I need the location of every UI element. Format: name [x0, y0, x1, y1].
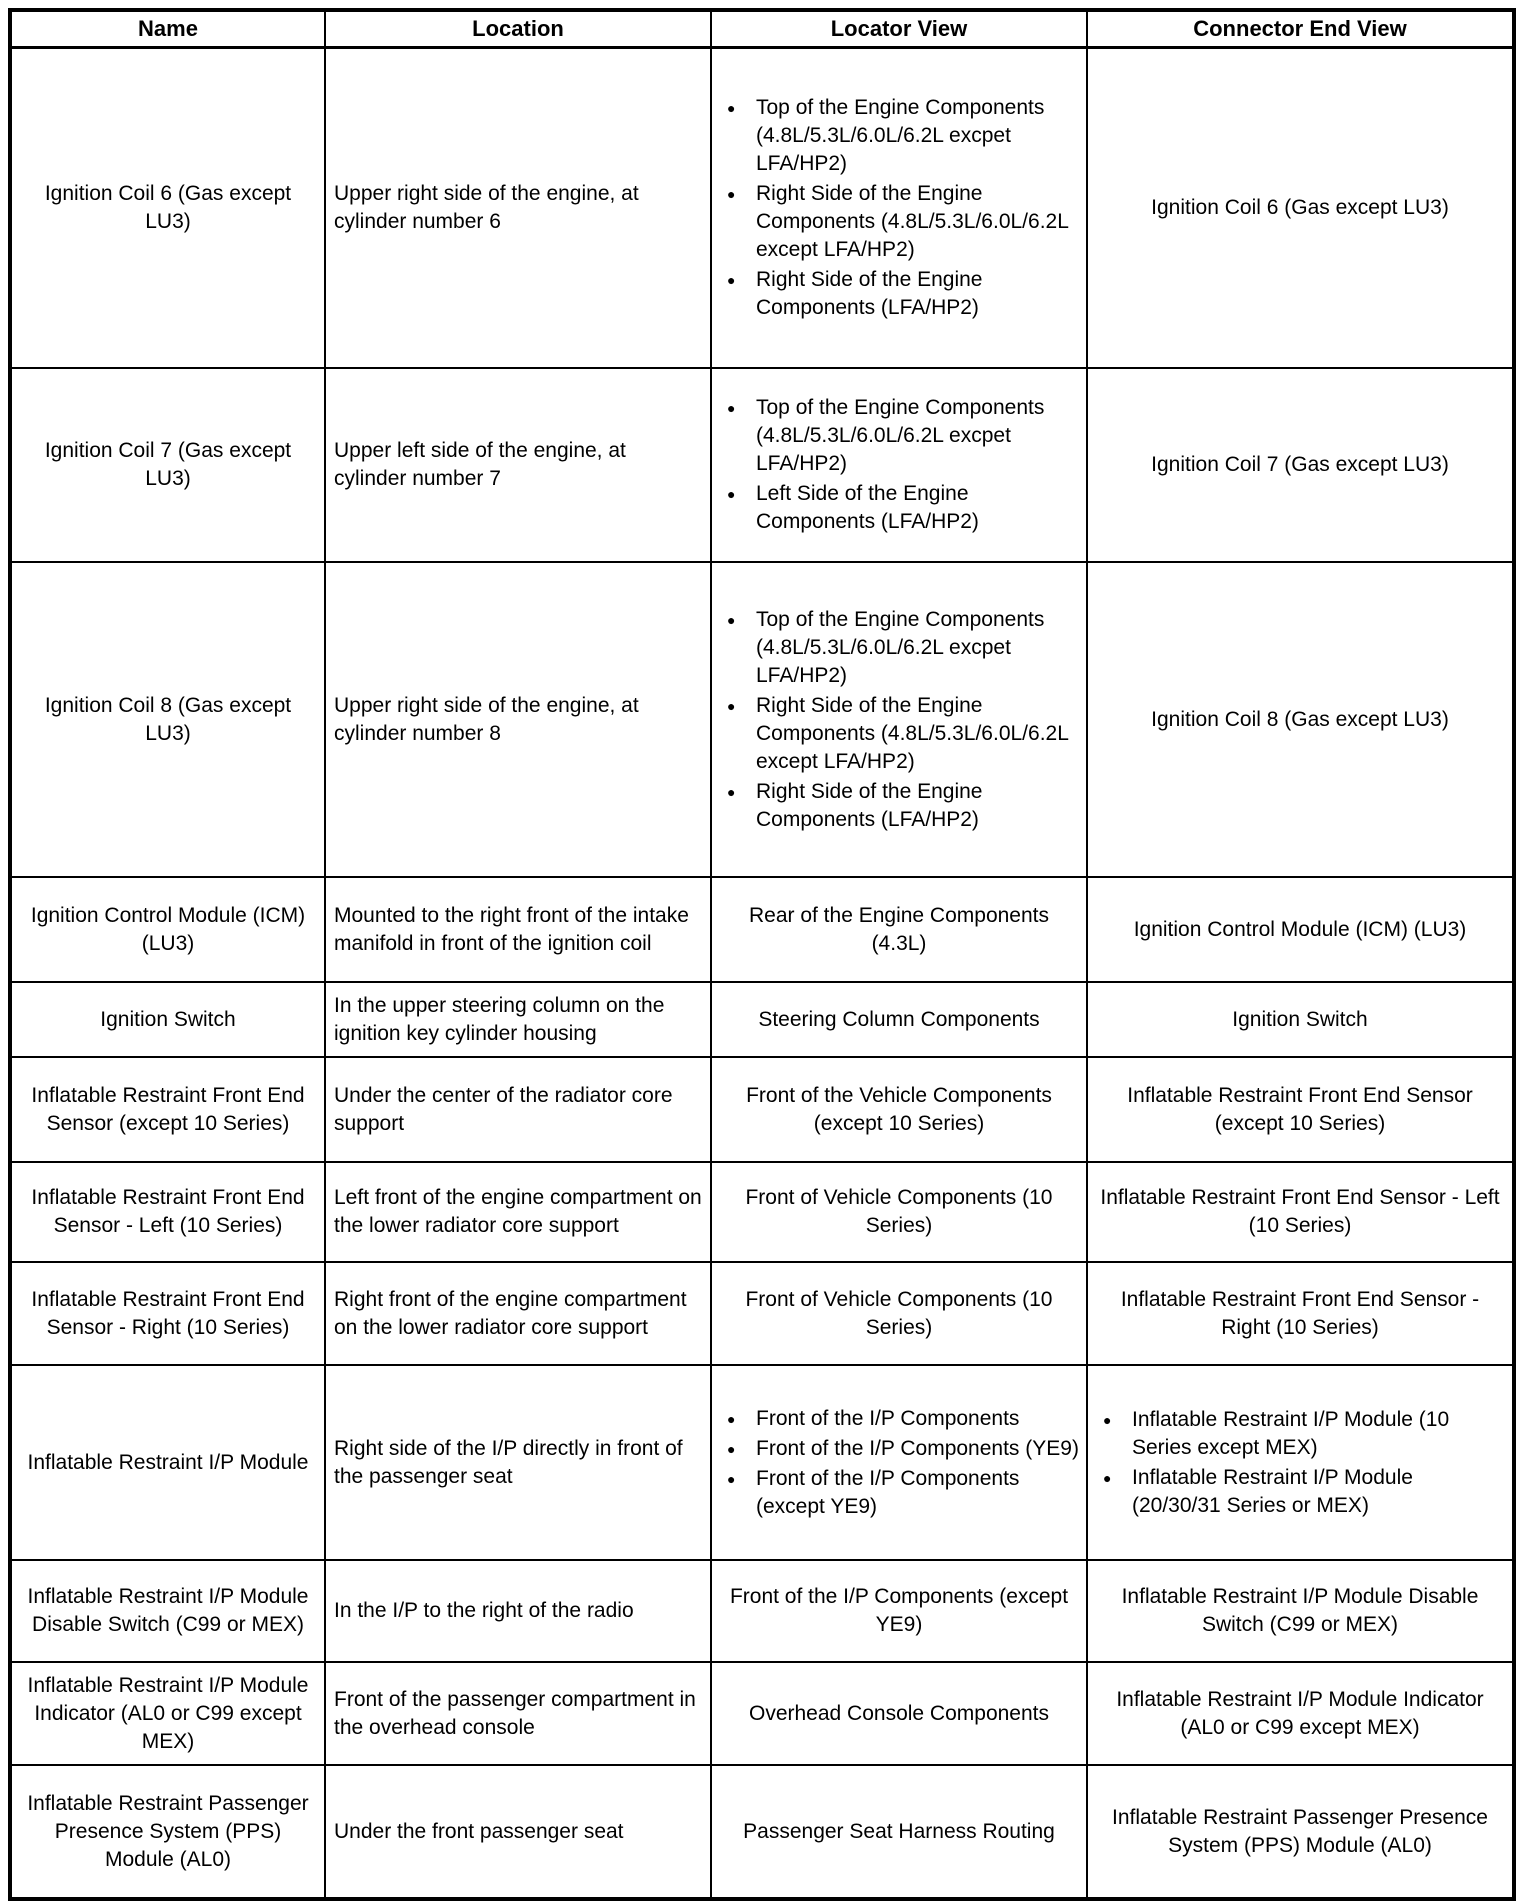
cell-location-text: Under the center of the radiator core support	[334, 1083, 673, 1135]
bullet-item	[724, 778, 1080, 834]
cell-locator-view-text: Overhead Console Components	[748, 1701, 1049, 1725]
bullet-item	[724, 94, 1080, 178]
cell-locator-view-text: Front of Vehicle Components (10 Series)	[745, 1186, 1053, 1237]
cell-location-text: Right front of the engine compartment on the lower radiator core support	[334, 1287, 687, 1339]
header-row	[10, 10, 1514, 47]
cell-name	[10, 1365, 325, 1560]
cell-connector-end-view	[1087, 368, 1514, 562]
table-row	[10, 1662, 1514, 1765]
bullet-text: Inflatable Restraint I/P Module (10 Series except MEX)	[1132, 1407, 1450, 1459]
bullet-list	[1100, 1406, 1506, 1520]
bullet-text: Front of the I/P Components (YE9)	[756, 1436, 1079, 1460]
cell-location	[325, 1365, 711, 1560]
bullet-icon: ●	[727, 99, 736, 116]
cell-connector-end-view-text: Inflatable Restraint I/P Module Disable Switch (C99 or MEX)	[1121, 1585, 1479, 1636]
cell-locator-view	[711, 1560, 1087, 1662]
cell-name-text: Inflatable Restraint Front End Sensor (except 10 Series)	[31, 1083, 305, 1135]
cell-locator-view	[711, 1262, 1087, 1365]
cell-location	[325, 368, 711, 562]
cell-locator-view-text: Passenger Seat Harness Routing	[743, 1819, 1055, 1843]
cell-connector-end-view-text: Inflatable Restraint Passenger Presence System (PPS) Module (AL0)	[1112, 1805, 1488, 1857]
cell-location	[325, 1262, 711, 1365]
cell-connector-end-view	[1087, 1057, 1514, 1162]
cell-name	[10, 877, 325, 982]
cell-connector-end-view-text: Inflatable Restraint Front End Sensor - Left (10 Series)	[1100, 1186, 1500, 1237]
bullet-icon: ●	[1103, 1411, 1112, 1428]
cell-connector-end-view-text: Ignition Coil 6 (Gas except LU3)	[1151, 195, 1449, 219]
cell-locator-view-text: Front of the I/P Components (except YE9)	[729, 1585, 1069, 1636]
bullet-icon: ●	[727, 611, 736, 628]
cell-locator-view	[711, 877, 1087, 982]
bullet-icon: ●	[727, 486, 736, 502]
column-header-name: Name	[10, 10, 325, 47]
column-header-location: Location	[325, 10, 711, 47]
cell-connector-end-view-text: Ignition Coil 8 (Gas except LU3)	[1151, 707, 1449, 731]
bullet-item	[724, 394, 1080, 478]
cell-locator-view	[711, 1662, 1087, 1765]
bullet-icon: ●	[1103, 1469, 1112, 1486]
cell-location	[325, 1662, 711, 1765]
cell-locator-view-text: Rear of the Engine Components (4.3L)	[748, 903, 1050, 955]
cell-location	[325, 1765, 711, 1899]
cell-location-text: Upper right side of the engine, at cylinder number 6	[334, 181, 639, 233]
cell-connector-end-view	[1087, 1560, 1514, 1662]
cell-name	[10, 47, 325, 368]
cell-name	[10, 1262, 325, 1365]
cell-location-text: Upper left side of the engine, at cylinder number 7	[334, 439, 626, 490]
bullet-icon: ●	[727, 1440, 736, 1457]
bullet-item	[1100, 1464, 1506, 1520]
cell-location-text: Under the front passenger seat	[334, 1819, 624, 1843]
cell-location-text: Front of the passenger compartment in the overhead console	[334, 1687, 696, 1739]
bullet-text: Right Side of the Engine Components (4.8L/5.3L/6.0L/6.2L except LFA/HP2)	[756, 693, 1069, 773]
bullet-item	[724, 606, 1080, 690]
bullet-item	[724, 692, 1080, 776]
cell-name	[10, 562, 325, 877]
cell-locator-view	[711, 982, 1087, 1057]
bullet-list	[724, 1405, 1080, 1521]
cell-name-text: Inflatable Restraint Front End Sensor - Right (10 Series)	[31, 1287, 305, 1339]
bullet-item	[724, 1405, 1080, 1433]
bullet-icon: ●	[727, 697, 736, 714]
cell-location	[325, 982, 711, 1057]
cell-connector-end-view	[1087, 47, 1514, 368]
bullet-icon: ●	[727, 1470, 736, 1487]
cell-name-text: Ignition Control Module (ICM) (LU3)	[30, 903, 306, 955]
bullet-text: Top of the Engine Components (4.8L/5.3L/6.0L/6.2L excpet LFA/HP2)	[756, 396, 1045, 475]
cell-location	[325, 1560, 711, 1662]
bullet-text: Right Side of the Engine Components (LFA/HP2)	[756, 267, 983, 319]
bullet-icon: ●	[727, 271, 736, 288]
bullet-icon: ●	[727, 185, 736, 202]
cell-connector-end-view	[1087, 1262, 1514, 1365]
table-row	[10, 1162, 1514, 1262]
bullet-text: Top of the Engine Components (4.8L/5.3L/6.0L/6.2L excpet LFA/HP2)	[756, 95, 1045, 175]
cell-location-text: In the upper steering column on the ignition key cylinder housing	[334, 993, 665, 1045]
bullet-icon: ●	[727, 1410, 736, 1427]
table-row	[10, 982, 1514, 1057]
cell-name-text: Inflatable Restraint Passenger Presence System (PPS) Module (AL0)	[27, 1791, 309, 1871]
bullet-text: Front of the I/P Components	[756, 1406, 1020, 1430]
cell-locator-view	[711, 1057, 1087, 1162]
cell-location-text: Right side of the I/P directly in front of the passenger seat	[334, 1436, 683, 1488]
cell-connector-end-view	[1087, 982, 1514, 1057]
cell-name-text: Ignition Coil 6 (Gas except LU3)	[44, 181, 292, 233]
bullet-text: Right Side of the Engine Components (LFA/HP2)	[756, 779, 983, 831]
cell-connector-end-view-text: Inflatable Restraint I/P Module Indicator (AL0 or C99 except MEX)	[1116, 1687, 1484, 1739]
table-row	[10, 1057, 1514, 1162]
cell-location	[325, 47, 711, 368]
cell-name-text: Inflatable Restraint I/P Module Disable Switch (C99 or MEX)	[27, 1585, 309, 1636]
bullet-item	[724, 266, 1080, 322]
cell-name	[10, 982, 325, 1057]
cell-name	[10, 1765, 325, 1899]
cell-connector-end-view-text: Inflatable Restraint Front End Sensor (except 10 Series)	[1127, 1083, 1473, 1135]
cell-name-text: Inflatable Restraint I/P Module Indicator (AL0 or C99 except MEX)	[27, 1673, 309, 1753]
table-row	[10, 877, 1514, 982]
cell-name-text: Inflatable Restraint I/P Module	[27, 1450, 309, 1474]
cell-locator-view	[711, 1765, 1087, 1899]
cell-connector-end-view	[1087, 1365, 1514, 1560]
column-header-locator-view: Locator View	[711, 10, 1087, 47]
table-row	[10, 562, 1514, 877]
cell-connector-end-view-text: Inflatable Restraint Front End Sensor - Right (10 Series)	[1120, 1287, 1480, 1339]
bullet-text: Left Side of the Engine Components (LFA/HP2)	[756, 482, 979, 533]
cell-location-text: Left front of the engine compartment on the lower radiator core support	[334, 1186, 702, 1237]
cell-connector-end-view	[1087, 877, 1514, 982]
bullet-icon: ●	[727, 400, 736, 416]
cell-locator-view	[711, 1365, 1087, 1560]
bullet-list	[724, 394, 1080, 536]
column-header-connector-end-view: Connector End View	[1087, 10, 1514, 47]
cell-location-text: In the I/P to the right of the radio	[334, 1599, 634, 1622]
cell-name-text: Ignition Switch	[100, 1007, 236, 1031]
cell-connector-end-view-text: Ignition Coil 7 (Gas except LU3)	[1151, 453, 1449, 476]
cell-name	[10, 1662, 325, 1765]
cell-locator-view	[711, 1162, 1087, 1262]
cell-connector-end-view-text: Ignition Control Module (ICM) (LU3)	[1133, 917, 1467, 941]
bullet-list	[724, 606, 1080, 834]
cell-location-text: Mounted to the right front of the intake manifold in front of the ignition coil	[334, 903, 689, 955]
cell-location	[325, 562, 711, 877]
cell-name	[10, 368, 325, 562]
bullet-text: Inflatable Restraint I/P Module (20/30/31 Series or MEX)	[1132, 1465, 1413, 1517]
cell-locator-view	[711, 562, 1087, 877]
bullet-item	[724, 1435, 1080, 1463]
cell-name-text: Ignition Coil 7 (Gas except LU3)	[44, 439, 292, 490]
table-row	[10, 368, 1514, 562]
bullet-icon: ●	[727, 783, 736, 800]
table-body	[10, 47, 1514, 1899]
cell-locator-view-text: Front of Vehicle Components (10 Series)	[745, 1287, 1053, 1339]
bullet-item	[1100, 1406, 1506, 1462]
bullet-text: Top of the Engine Components (4.8L/5.3L/6.0L/6.2L excpet LFA/HP2)	[756, 607, 1045, 687]
cell-name	[10, 1057, 325, 1162]
cell-name	[10, 1560, 325, 1662]
table-row	[10, 47, 1514, 368]
cell-location-text: Upper right side of the engine, at cylinder number 8	[334, 693, 639, 745]
bullet-item	[724, 180, 1080, 264]
cell-connector-end-view	[1087, 1662, 1514, 1765]
table-row	[10, 1365, 1514, 1560]
cell-location	[325, 1162, 711, 1262]
cell-locator-view	[711, 47, 1087, 368]
cell-connector-end-view	[1087, 562, 1514, 877]
cell-locator-view	[711, 368, 1087, 562]
bullet-item	[724, 480, 1080, 536]
cell-name-text: Ignition Coil 8 (Gas except LU3)	[44, 693, 292, 745]
cell-connector-end-view	[1087, 1162, 1514, 1262]
bullet-list	[724, 94, 1080, 322]
cell-connector-end-view-text: Ignition Switch	[1232, 1007, 1368, 1031]
cell-location	[325, 1057, 711, 1162]
bullet-text: Right Side of the Engine Components (4.8L/5.3L/6.0L/6.2L except LFA/HP2)	[756, 181, 1069, 261]
table-row	[10, 1262, 1514, 1365]
connector-locator-table	[8, 8, 1516, 1901]
cell-locator-view-text: Steering Column Components	[758, 1007, 1040, 1031]
table-row	[10, 1765, 1514, 1899]
cell-name-text: Inflatable Restraint Front End Sensor - Left (10 Series)	[31, 1186, 305, 1237]
bullet-text: Front of the I/P Components (except YE9)	[756, 1466, 1020, 1518]
cell-connector-end-view	[1087, 1765, 1514, 1899]
cell-locator-view-text: Front of the Vehicle Components (except 10 Series)	[746, 1083, 1052, 1135]
table-row	[10, 1560, 1514, 1662]
cell-location	[325, 877, 711, 982]
bullet-item	[724, 1465, 1080, 1521]
cell-name	[10, 1162, 325, 1262]
